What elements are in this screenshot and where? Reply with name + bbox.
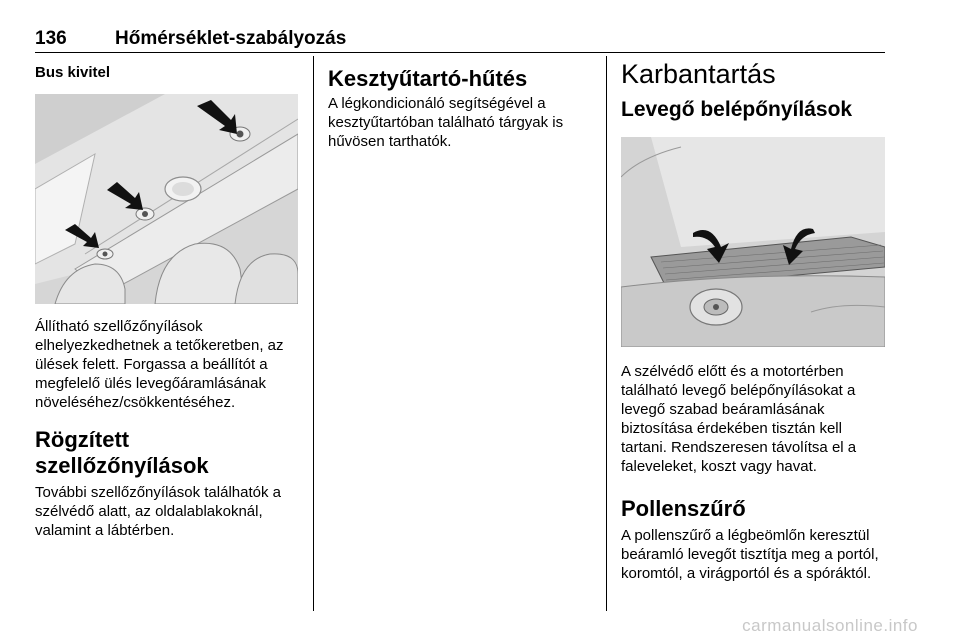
- column-divider-1: [313, 56, 314, 611]
- heading-fixed-vents: Rögzített szellőzőnyílások: [35, 427, 209, 478]
- column-divider-2: [606, 56, 607, 611]
- chapter-title: Karbantartás: [621, 59, 776, 89]
- section-label: Bus kivitel: [35, 64, 111, 81]
- page-header: [35, 26, 885, 53]
- heading-air-intake: Levegő belépőnyílások: [621, 98, 853, 121]
- heading-glovebox-cooling: Kesztyűtartó-hűtés: [328, 66, 528, 91]
- column-1: [35, 56, 300, 540]
- page-number: 136: [35, 28, 67, 49]
- air-intake-illustration: [621, 137, 885, 347]
- paragraph-air-intake: A szélvédő előtt és a motortérben található levegő belépőnyílásokat a levegő szabad beáramlásának biztosítása érdekében tisztán kell tartani. Rendszeresen távolítsa el a faleveleket, koszt vagy havat.: [621, 363, 857, 475]
- running-title: Hőmérséklet-szabályozás: [115, 28, 347, 49]
- heading-pollen-filter: Pollenszűrő: [621, 496, 746, 521]
- paragraph-pollen-filter: A pollenszűrő a légbeömlőn keresztül beáramló levegőt tisztítja meg a portól, koromtól, a virágportól és a spóráktól.: [621, 527, 879, 582]
- roof-vents-illustration: [35, 94, 298, 304]
- column-2: [328, 56, 593, 151]
- paragraph-glovebox-cooling: A légkondicionáló segítségével a kesztyűtartóban található tárgyak is hűvösen tarthatók.: [328, 95, 564, 150]
- paragraph-adjustable-vents: Állítható szellőzőnyílások elhelyezkedhetnek a tetőkeretben, az ülések felett. Forgassa a beállítót a megfelelő ülés levegőáramlásának növeléséhez/csökkentéséhez.: [35, 318, 284, 411]
- watermark: carmanualsonline.info: [742, 616, 918, 635]
- paragraph-fixed-vents: További szellőzőnyílások találhatók a szélvédő alatt, az oldalablakoknál, valamint a lábtérben.: [35, 484, 281, 539]
- column-3: [621, 56, 889, 583]
